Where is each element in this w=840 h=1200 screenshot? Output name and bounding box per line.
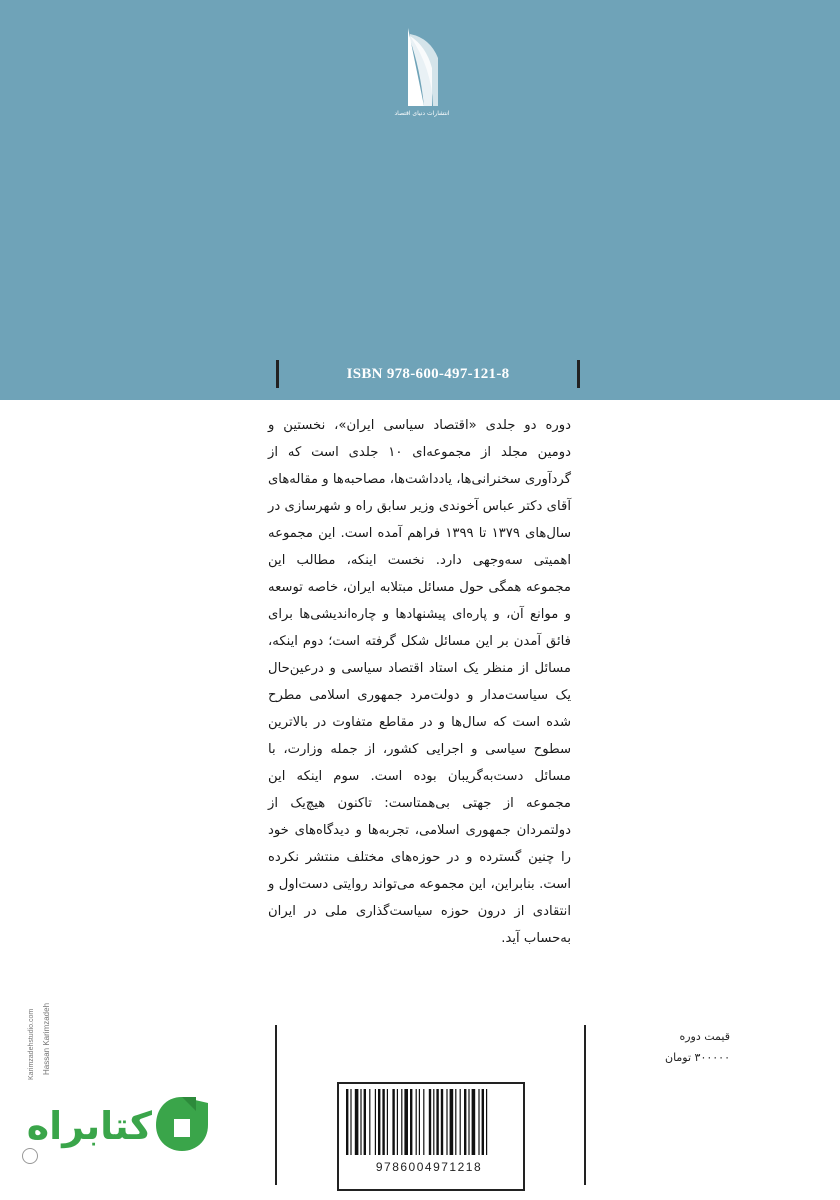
- barcode-bar: [433, 1089, 434, 1155]
- barcode-bar: [382, 1089, 384, 1155]
- barcode-bar: [369, 1089, 370, 1155]
- barcode-bar: [378, 1089, 380, 1155]
- barcode-bar: [429, 1089, 431, 1155]
- barcode-bar: [360, 1089, 361, 1155]
- barcode-bar: [397, 1089, 398, 1155]
- barcode-bar: [355, 1089, 359, 1155]
- barcode-bar: [423, 1089, 424, 1155]
- barcode-bar: [375, 1089, 376, 1155]
- publisher-book-icon: [402, 28, 442, 138]
- ketabrah-watermark: کتابراه: [26, 1104, 152, 1148]
- blurb-paragraph: دوره دو جلدی «اقتصاد سیاسی ایران»، نخستین و دومین مجلد از مجموعه‌ای ۱۰ جلدی است که از گردآوری سخنرانی‌ها، یادداشت‌ها، مصاحبه‌ها و مقاله‌های آقای دکتر عباس آخوندی وزیر سابق راه و شهرسازی در سال‌های ۱۳۷۹ تا ۱۳۹۹ فراهم آمده است. این مجموعه اهمیتی سه‌وجهی دارد. نخست اینکه، مطالب این مجموعه همگی حول مسائل مبتلابه ایران، خاصه توسعه و موانع آن، و پاره‌ای پیشنهادها و چاره‌اندیشی‌ها برای فائق آمدن بر این مسائل شکل گرفته است؛ دوم اینکه، مسائل از منظر یک استاد اقتصاد سیاسی و درعین‌حال یک سیاست‌مدار و دولت‌مرد جمهوری اسلامی مطرح شده است که سال‌ها و در مقاطع متفاوت در بالاترین سطوح سیاسی و اجرایی کشور، از جمله وزارت، با مسائل دست‌به‌گریبان بوده است. سوم اینکه این مجموعه از جهتی بی‌همتاست: تاکنون هیچ‌یک از دولتمردان جمهوری اسلامی، تجربه‌ها و دیدگاه‌های خود را چنین گسترده و در حوزه‌های مختلف منتشر نکرده است. بنابراین، این مجموعه می‌تواند روایتی دست‌اول و انتقادی از درون حوزه سیاست‌گذاری ملی در ایران به‌حساب آید.: [267, 418, 571, 946]
- designer-credit: Hassan Karimzadeh: [42, 1002, 51, 1075]
- barcode-bar: [472, 1089, 476, 1155]
- barcode-bar: [401, 1089, 402, 1155]
- barcode-bar: [436, 1089, 438, 1155]
- barcode-bar: [486, 1089, 487, 1155]
- barcode-bar: [482, 1089, 484, 1155]
- barcode-bar: [450, 1089, 454, 1155]
- isbn-divider-right: [577, 360, 580, 388]
- barcode-bar: [446, 1089, 447, 1155]
- barcode-bar: [346, 1089, 348, 1155]
- designer-website: Karimzadehstudio.com: [28, 1008, 35, 1080]
- price-value: ۳۰۰۰۰۰ تومان: [664, 1051, 730, 1064]
- barcode-bar: [410, 1089, 412, 1155]
- barcode-bar: [441, 1089, 443, 1155]
- barcode-bar: [419, 1089, 420, 1155]
- barcode-bar: [364, 1089, 366, 1155]
- price-label: قیمت دوره: [679, 1030, 730, 1043]
- barcode-bar: [468, 1089, 469, 1155]
- ketabrah-logo-icon: [152, 1093, 212, 1155]
- barcode-bar: [350, 1089, 351, 1155]
- barcode-digits: 9786004971218: [375, 1160, 483, 1174]
- barcode-bar: [455, 1089, 456, 1155]
- barcode: [346, 1089, 516, 1155]
- barcode-bar: [404, 1089, 408, 1155]
- barcode-bar: [416, 1089, 417, 1155]
- barcode-bar: [460, 1089, 461, 1155]
- publisher-name: انتشارات دنیای اقتصاد: [394, 110, 450, 117]
- isbn-divider-left: [276, 360, 279, 388]
- barcode-bar: [387, 1089, 388, 1155]
- barcode-bar: [478, 1089, 479, 1155]
- isbn-text: ISBN 978-600-497-121-8: [346, 366, 510, 382]
- barcode-bar: [464, 1089, 466, 1155]
- barcode-bar: [392, 1089, 394, 1155]
